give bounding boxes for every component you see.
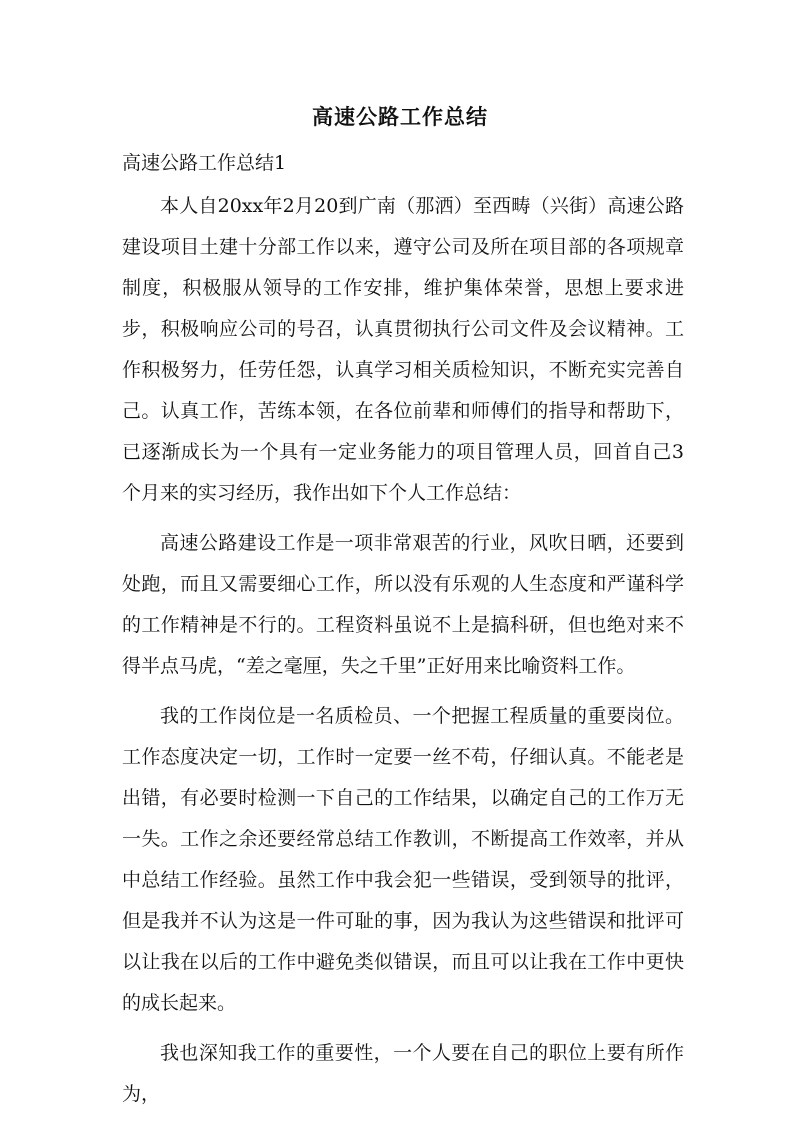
section-heading: 高速公路工作总结1 (122, 152, 287, 174)
body-text (122, 186, 684, 1124)
paragraph: 我也深知我工作的重要性，一个人要在自己的职位上要有所作为， (122, 1042, 684, 1105)
paragraph: 本人自20xx年2月20到广南（那洒）至西畴（兴街）高速公路建设项目土建十分部工作以来，遵守公司及所在项目部的各项规章制度，积极服从领导的工作安排，维护集体荣誉，思想上要求进步，积极响应公司的号召，认真贯彻执行公司文件及会议精神。工作积极努力，任劳任怨，认真学习相关质检知识，不断充实完善自己。认真工作，苦练本领，在各位前辈和师傅们的指导和帮助下，已逐渐成长为一个具有一定业务能力的项目管理人员，回首自己3个月来的实习经历，我作出如下个人工作总结： (122, 195, 684, 504)
paragraph: 我的工作岗位是一名质检员、一个把握工程质量的重要岗位。工作态度决定一切，工作时一定要一丝不苟，仔细认真。不能老是出错，有必要时检测一下自己的工作结果，以确定自己的工作万无一失。工作之余还要经常总结工作教训，不断提高工作效率，并从中总结工作经验。虽然工作中我会犯一些错误，受到领导的批评，但是我并不认为这是一件可耻的事，因为我认为这些错误和批评可以让我在以后的工作中避免类似错误，而且可以让我在工作中更快的成长起来。 (122, 705, 684, 1014)
document-title: 高速公路工作总结 (312, 104, 488, 129)
paragraph: 高速公路建设工作是一项非常艰苦的行业，风吹日晒，还要到处跑，而且又需要细心工作，所以没有乐观的人生态度和严谨科学的工作精神是不行的。工程资料虽说不上是搞科研，但也绝对来不得半点马虎，“差之毫厘，失之千里”正好用来比喻资料工作。 (122, 532, 684, 677)
